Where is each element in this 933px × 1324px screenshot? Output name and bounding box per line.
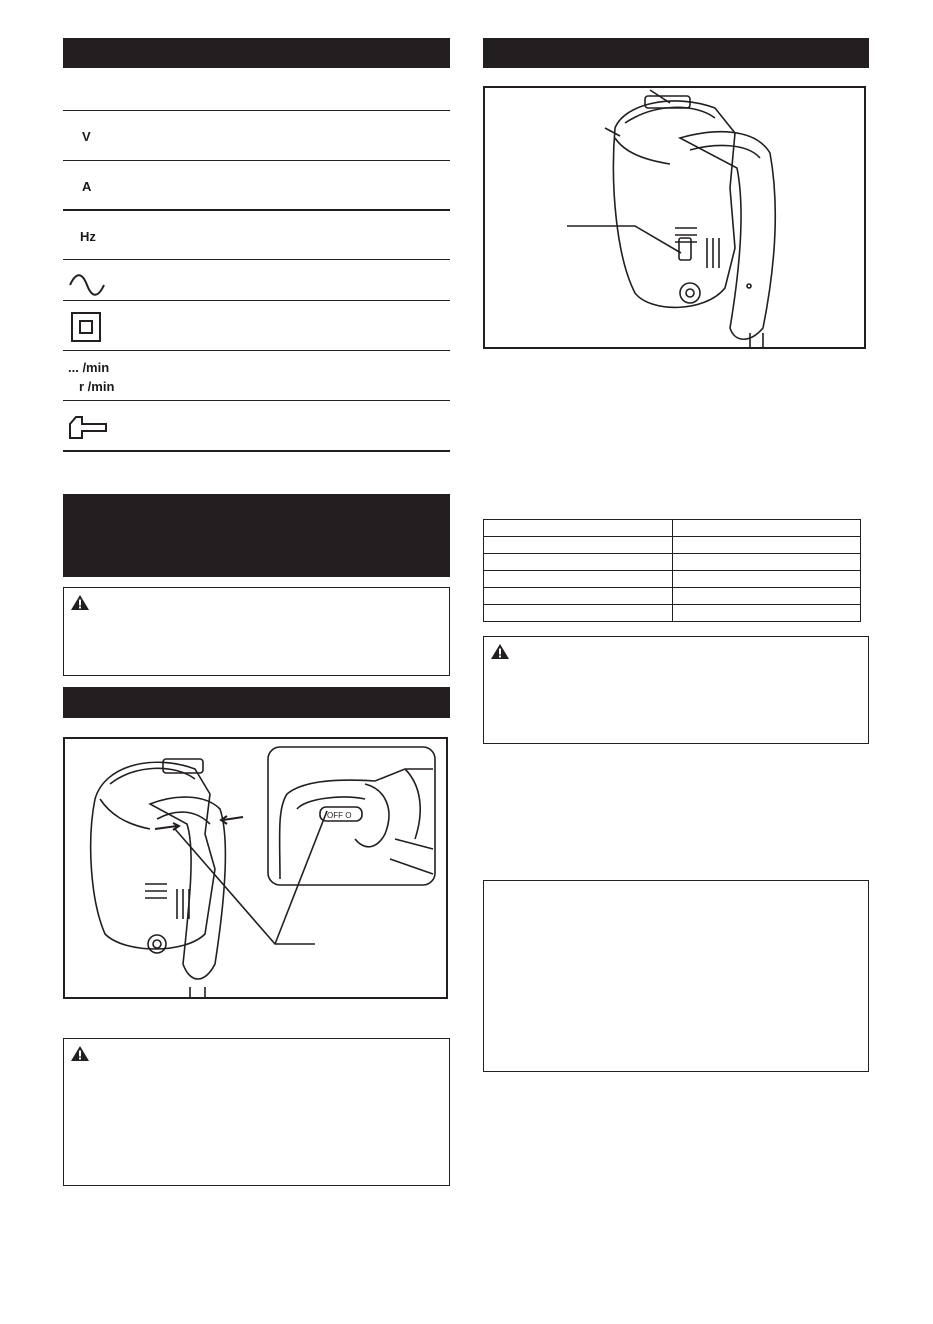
warning-box (63, 587, 450, 676)
table-row (484, 588, 861, 605)
speed-change-section-header (483, 38, 869, 68)
warning-triangle-icon (70, 594, 90, 611)
table-cell (672, 588, 861, 605)
symbols-row-divider (63, 209, 450, 211)
hammer-mode-icon (68, 414, 108, 440)
speed-adjusting-dial-table (483, 519, 861, 622)
table-row (484, 554, 861, 571)
class-ii-double-insulation-icon (70, 311, 102, 343)
table-row (484, 605, 861, 622)
tool-dial-illustration (485, 88, 864, 347)
warning-triangle-icon (490, 643, 510, 660)
table-cell (484, 520, 673, 537)
warning-box (483, 636, 869, 744)
table-cell (672, 537, 861, 554)
volts-symbol: V (82, 129, 91, 144)
symbols-row-divider (63, 160, 450, 161)
switch-action-figure (63, 737, 448, 999)
warning-box (63, 1038, 450, 1186)
table-cell (484, 605, 673, 622)
symbols-row-divider (63, 400, 450, 401)
table-row (484, 571, 861, 588)
table-cell (484, 588, 673, 605)
alternating-current-icon (68, 274, 106, 296)
amperes-symbol: A (82, 179, 92, 194)
symbols-row-divider (63, 110, 450, 111)
symbols-section-header (63, 38, 450, 68)
table-cell (672, 554, 861, 571)
speed-dial-figure (483, 86, 866, 349)
table-cell (672, 605, 861, 622)
hertz-symbol: Hz (80, 229, 96, 244)
table-row (484, 537, 861, 554)
note-box (483, 880, 869, 1072)
tool-handle-illustration (65, 739, 446, 997)
table-cell (672, 571, 861, 588)
symbols-row-divider (63, 350, 450, 351)
warning-triangle-icon (70, 1045, 90, 1062)
table-row (484, 520, 861, 537)
symbols-row-divider (63, 300, 450, 301)
safety-warnings-section-header (63, 494, 450, 577)
switch-action-section-header (63, 687, 450, 718)
table-cell (484, 571, 673, 588)
no-load-speed-symbol: ... /min (68, 360, 110, 375)
table-cell (484, 554, 673, 571)
off-switch-label: OFF O (327, 811, 352, 820)
revolutions-per-minute-symbol: r /min (79, 379, 115, 394)
symbols-table-bottom (63, 450, 450, 452)
symbols-row-divider (63, 259, 450, 260)
table-cell (672, 520, 861, 537)
table-cell (484, 537, 673, 554)
